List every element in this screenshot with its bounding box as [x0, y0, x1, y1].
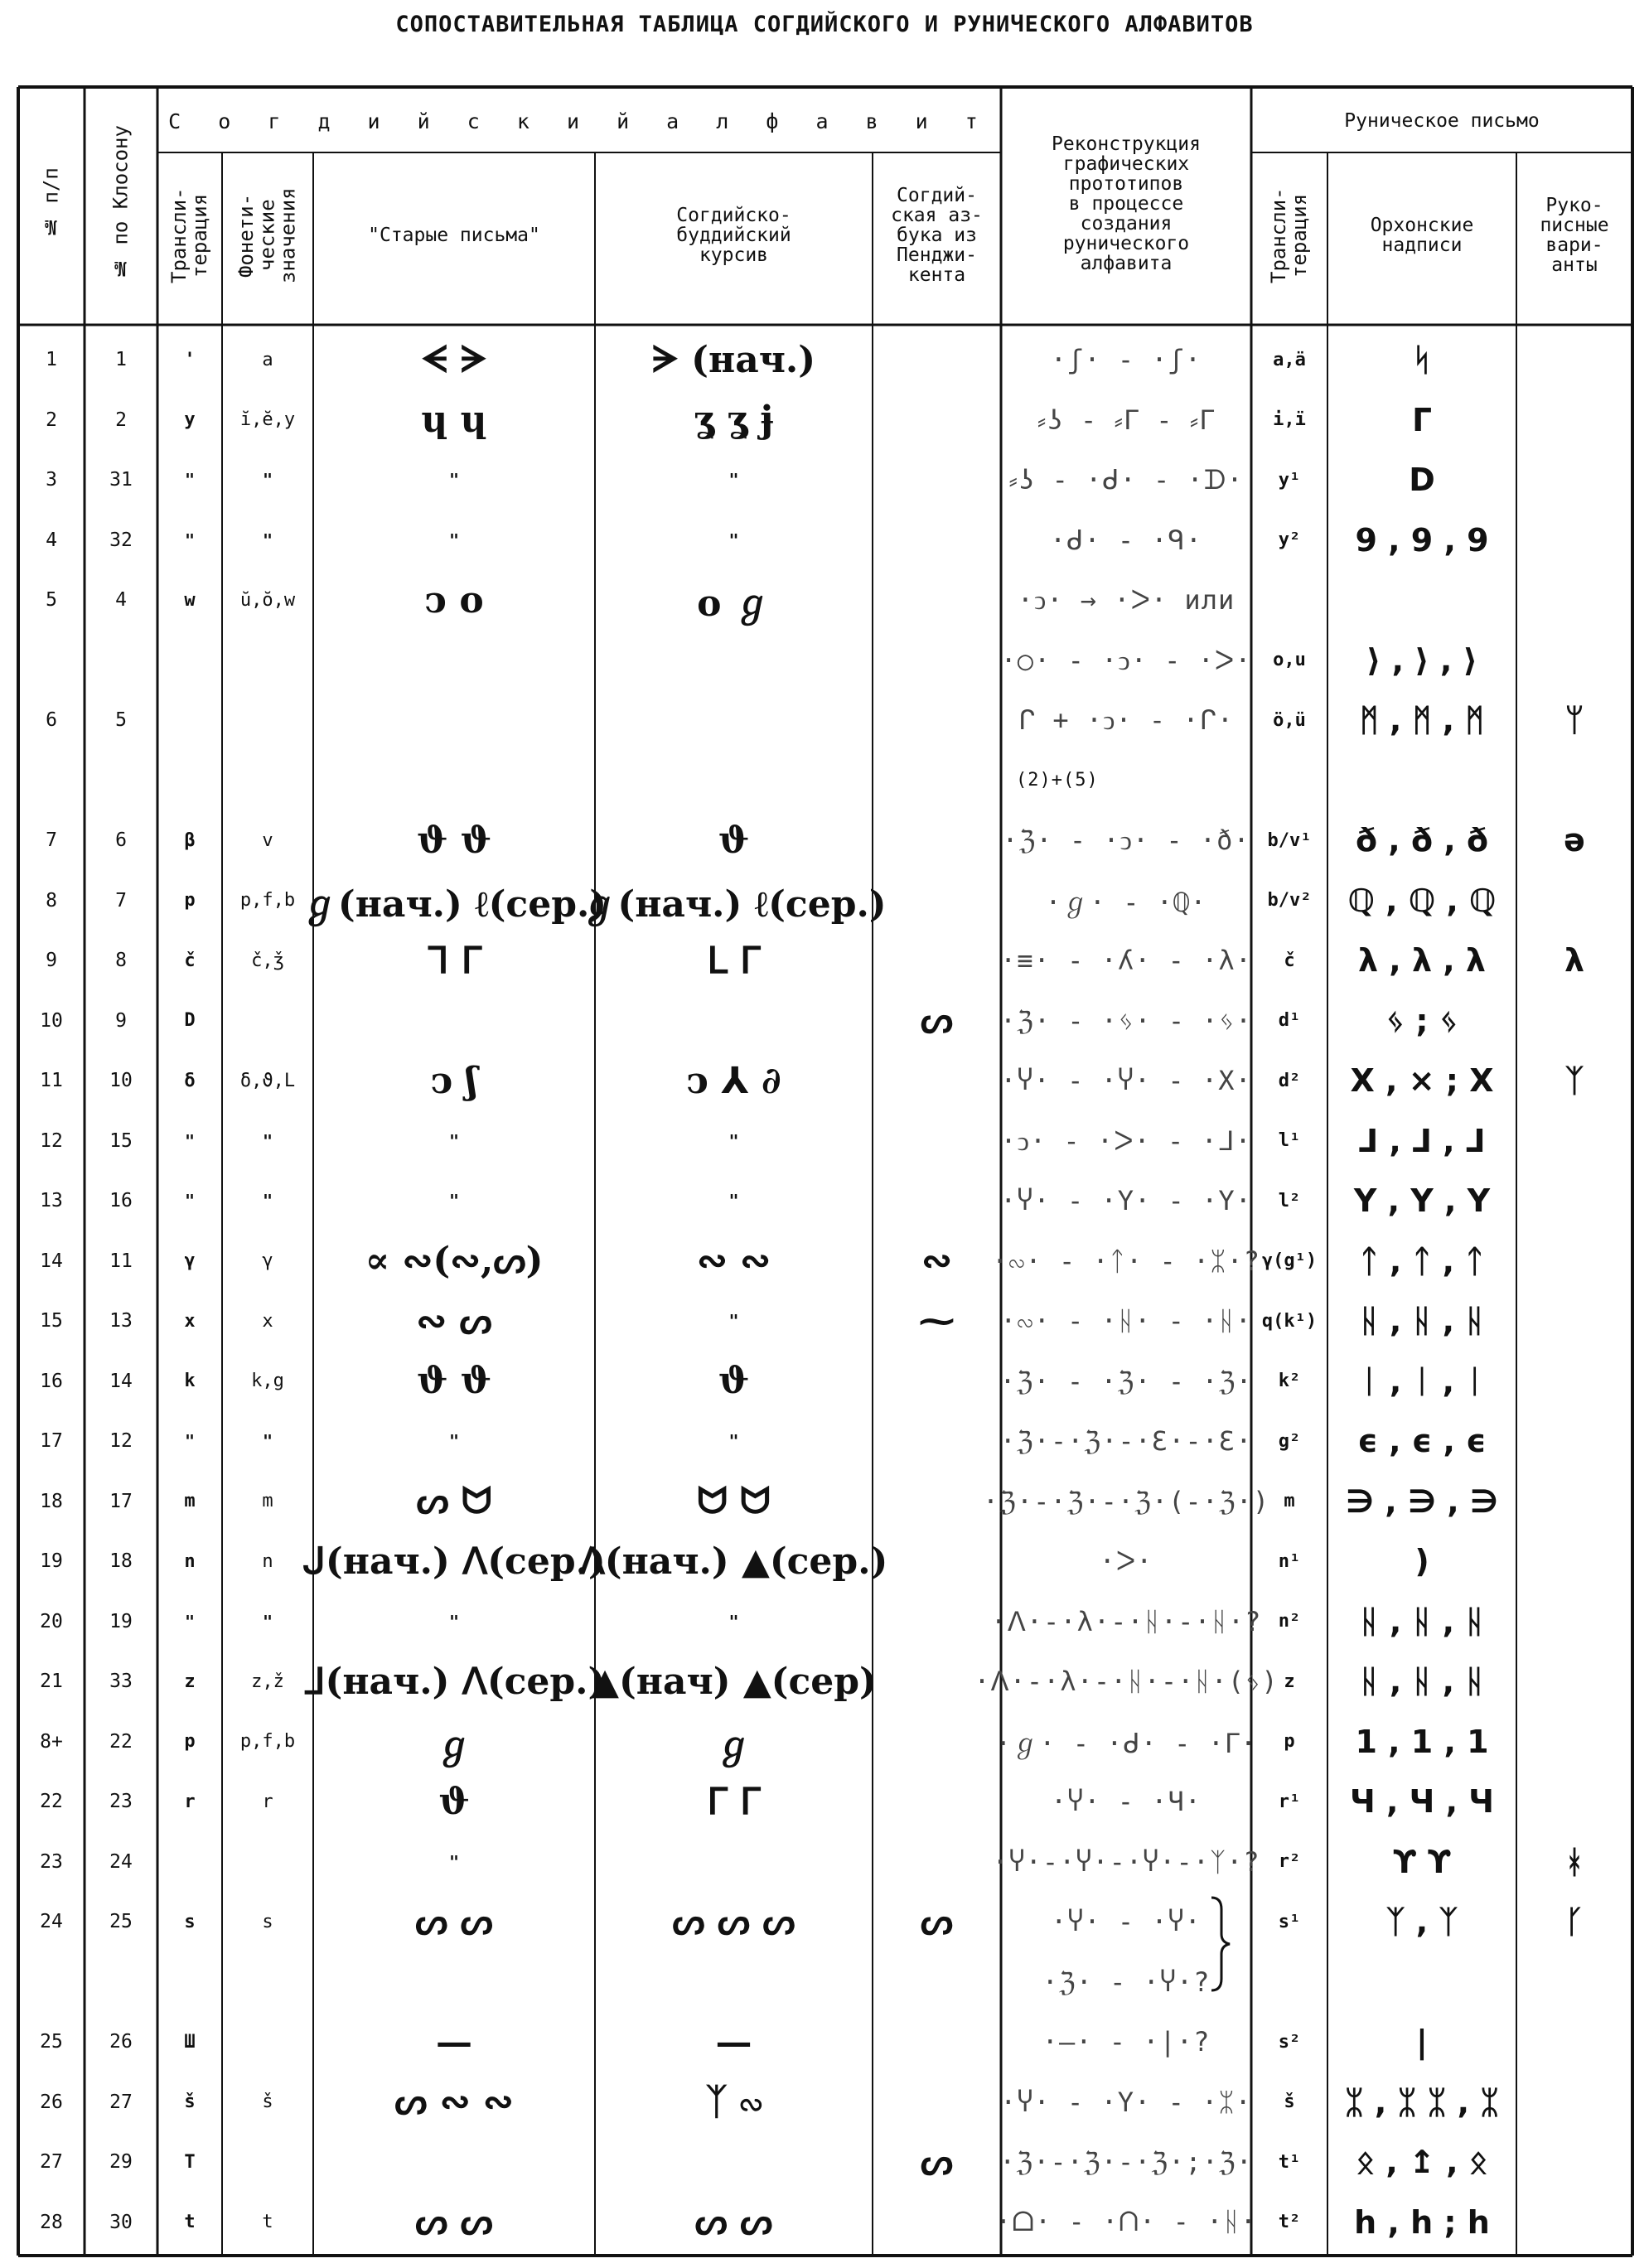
cell-buddhist: ▲(нач) ▲(сер)	[591, 1660, 877, 1703]
cell-runic-translit: l²	[1278, 1190, 1301, 1211]
cell-phonetic: p,f,b	[239, 1731, 296, 1753]
cell-runic-translit: š	[1284, 2091, 1295, 2113]
cell-reconstruction: ·ᑯ· - ·ᑫ·	[1049, 524, 1203, 556]
cell-num: 7	[46, 829, 57, 852]
cell-orkhon: 1 , 1 , 1	[1355, 1723, 1489, 1760]
cell-num: 17	[40, 1430, 63, 1453]
header-runic-translit: Трансли- терация	[1266, 187, 1311, 283]
cell-runic-translit: p	[1284, 1731, 1295, 1753]
cell-klosonu: 29	[109, 2151, 133, 2174]
cell-old-letters: "	[448, 1851, 460, 1872]
cell-runic-translit: m	[1284, 1491, 1295, 1512]
cell-num: 8+	[40, 1730, 63, 1753]
cell-orkhon: ᛏ , ᛏ , ᛏ	[1359, 1242, 1485, 1279]
cell-num: 15	[40, 1310, 63, 1332]
cell-buddhist: "	[728, 1611, 739, 1632]
cell-orkhon: X , × ; X	[1350, 1062, 1494, 1100]
cell-runic-translit: y¹	[1278, 469, 1301, 491]
cell-reconstruction: ·Ⴤ· - ·Y· - ·ᛯ·	[1000, 2086, 1252, 2118]
cell-num: 18	[40, 1490, 63, 1512]
cell-num: 4	[46, 529, 57, 551]
cell-num: 3	[46, 469, 57, 491]
cell-buddhist: —	[715, 2020, 752, 2063]
cell-old-letters: ℊ	[436, 1724, 472, 1767]
cell-phonetic: "	[262, 530, 273, 550]
cell-phonetic: r	[262, 1791, 273, 1812]
cell-phonetic: a	[262, 349, 273, 370]
cell-orkhon: ∋ , ∋ , ∋	[1346, 1482, 1498, 1520]
cell-phonetic: s	[262, 1911, 273, 1932]
cell-orkhon: λ , λ , λ	[1358, 942, 1486, 979]
cell-reconstruction: (2)+(5)	[1016, 770, 1099, 791]
cell-num: 23	[40, 1850, 63, 1873]
cell-buddhist: ᔕ ᔕ ᔕ	[672, 1900, 795, 1943]
cell-reconstruction: ·ᐳ·	[1099, 1545, 1153, 1578]
cell-runic-translit: z	[1284, 1671, 1295, 1692]
cell-orkhon: Y , Y , Y	[1353, 1182, 1491, 1220]
cell-runic-translit: o,u	[1273, 650, 1306, 671]
cell-orkhon: ᛃ ; ᛃ	[1385, 1002, 1458, 1039]
cell-num: 21	[40, 1671, 63, 1693]
cell-manuscript: ə	[1564, 822, 1585, 859]
cell-translit: m	[184, 1491, 196, 1512]
cell-klosonu: 11	[109, 1250, 133, 1272]
cell-phonetic: z,ž	[251, 1671, 284, 1692]
cell-klosonu: 2	[115, 409, 127, 431]
cell-num: 16	[40, 1370, 63, 1392]
cell-phonetic: γ	[262, 1250, 273, 1272]
cell-runic-translit: k²	[1278, 1371, 1301, 1392]
cell-orkhon: ᛉ , ᛉ	[1385, 1903, 1458, 1941]
cell-klosonu: 15	[109, 1129, 133, 1152]
header-klosonu: № по Клосону	[109, 125, 133, 281]
header-orkhon: Орхонские надписи	[1370, 214, 1474, 256]
cell-orkhon: Ч , Ч , Ч	[1350, 1783, 1494, 1821]
cell-old-letters: "	[448, 1431, 460, 1452]
header-num: № п/п	[39, 167, 63, 239]
cell-orkhon: )	[1414, 1543, 1429, 1580]
cell-orkhon: ϵ , ϵ , ϵ	[1357, 1423, 1487, 1460]
header-reconstruction: Реконструкция графических прототипов в процессе создания рунического алфавита	[1051, 133, 1201, 275]
cell-orkhon: ᚺ , ᚺ , ᚺ	[1359, 1603, 1485, 1640]
cell-translit: k	[184, 1371, 196, 1392]
cell-num: 9	[46, 950, 57, 972]
cell-translit: r	[184, 1791, 196, 1812]
cell-runic-translit: i,ï	[1273, 409, 1306, 431]
cell-buddhist: "	[728, 470, 739, 491]
cell-buddhist: "	[728, 1431, 739, 1452]
cell-runic-translit: a,ä	[1273, 349, 1306, 370]
header-phonetic: Фонети- ческие значения	[235, 187, 300, 283]
cell-translit: δ	[184, 1070, 196, 1091]
cell-penjikent: ∾	[921, 1240, 952, 1283]
cell-runic-translit: l¹	[1278, 1130, 1301, 1152]
cell-phonetic: "	[262, 1191, 273, 1211]
cell-translit: č	[184, 950, 196, 971]
cell-klosonu: 5	[115, 709, 127, 732]
cell-runic-translit: t¹	[1278, 2151, 1301, 2173]
cell-translit: D	[184, 1010, 196, 1032]
cell-translit: "	[184, 530, 196, 550]
cell-reconstruction: ·Ⴤ· - ·Ⴤ·	[1051, 1906, 1202, 1938]
cell-reconstruction: ·ᗝ· - ·ᑎ· - ·ᚺ·	[995, 2206, 1257, 2238]
cell-num: 6	[46, 709, 57, 732]
cell-num: 26	[40, 2091, 63, 2113]
cell-phonetic: v	[262, 829, 273, 851]
cell-reconstruction: ·ᐱ·-·λ·-·ᚺ·-·ᚺ·?	[990, 1605, 1262, 1637]
cell-translit: z	[184, 1671, 196, 1692]
cell-translit: T	[184, 2151, 196, 2173]
cell-old-letters: ϑ ϑ	[417, 1360, 491, 1403]
cell-runic-translit: d¹	[1278, 1010, 1301, 1032]
cell-phonetic: m	[262, 1491, 273, 1512]
cell-num: 20	[40, 1610, 63, 1632]
cell-klosonu: 18	[109, 1550, 133, 1573]
cell-klosonu: 16	[109, 1190, 133, 1212]
cell-orkhon: ᒥ	[1412, 401, 1432, 438]
cell-orkhon: h , h ; h	[1354, 2203, 1490, 2241]
cell-translit: s	[184, 1911, 196, 1932]
cell-klosonu: 10	[109, 1070, 133, 1092]
header-runic-script: Руническое письмо	[1344, 109, 1540, 132]
cell-old-letters: ᔕ ᔕ	[415, 1900, 493, 1943]
cell-reconstruction: ·○· - ·ↄ· - ·ᐳ·	[1000, 644, 1252, 676]
cell-runic-translit: d²	[1278, 1070, 1301, 1091]
cell-reconstruction: ·∾· - ·ᚺ· - ·ᚺ·	[1000, 1305, 1252, 1337]
cell-num: 24	[40, 1911, 63, 1933]
cell-runic-translit: ö,ü	[1273, 709, 1306, 731]
cell-translit: "	[184, 1191, 196, 1211]
cell-reconstruction: ·ↄ· - ·ᐳ· - ·ᒧ·	[1000, 1124, 1252, 1157]
cell-runic-translit: r¹	[1278, 1791, 1301, 1812]
cell-translit: y	[184, 409, 196, 431]
cell-klosonu: 9	[115, 1009, 127, 1032]
cell-buddhist: ᔕ ᔕ	[694, 2201, 773, 2244]
cell-orkhon: ᛗ , ᛗ , ᛗ	[1359, 702, 1485, 739]
cell-translit: t	[184, 2212, 196, 2233]
cell-phonetic: "	[262, 1431, 273, 1452]
cell-old-letters: ↄ o	[424, 578, 484, 621]
cell-buddhist: ᒪ ᒥ	[707, 939, 761, 982]
cell-phonetic: t	[262, 2212, 273, 2233]
cell-translit: '	[184, 349, 196, 370]
cell-klosonu: 23	[109, 1791, 133, 1813]
cell-runic-translit: q(k¹)	[1261, 1310, 1318, 1332]
cell-num: 8	[46, 889, 57, 912]
cell-klosonu: 7	[115, 889, 127, 912]
cell-num: 13	[40, 1190, 63, 1212]
cell-old-letters: "	[448, 1191, 460, 1211]
cell-old-letters: ∾ ᔕ	[416, 1299, 492, 1342]
cell-phonetic: p,f,b	[239, 890, 296, 912]
cell-buddhist: "	[728, 1311, 739, 1332]
cell-klosonu: 8	[115, 950, 127, 972]
cell-phonetic: x	[262, 1310, 273, 1332]
cell-old-letters: ϑ ϑ	[417, 819, 491, 862]
cell-buddhist: "	[728, 1191, 739, 1211]
cell-orkhon: |	[1416, 2024, 1428, 2061]
cell-reconstruction: ·Ⴤ· - ·Ч·	[1050, 1786, 1202, 1818]
cell-orkhon: ϒ ϒ	[1393, 1843, 1451, 1880]
cell-phonetic: č,ǯ	[251, 950, 284, 971]
cell-buddhist: ϑ	[718, 819, 750, 862]
cell-klosonu: 13	[109, 1310, 133, 1332]
cell-klosonu: 33	[109, 1671, 133, 1693]
cell-orkhon: ℚ , ℚ , ℚ	[1347, 882, 1497, 919]
cell-penjikent: ᔕ	[920, 2140, 954, 2183]
cell-old-letters: ϑ	[438, 1780, 470, 1823]
cell-klosonu: 4	[115, 589, 127, 612]
cell-penjikent: ᔕ	[920, 1900, 954, 1943]
cell-old-letters: ᗕ ᗒ	[421, 338, 487, 381]
cell-translit: "	[184, 1130, 196, 1151]
cell-reconstruction: ·ℨ· - ·ↄ· - ·ð·	[1002, 825, 1250, 857]
cell-reconstruction: ·ↄ· → ·ᐳ· или	[1017, 584, 1236, 617]
header-translit: Трансли- терация	[167, 187, 211, 283]
cell-reconstruction: ·ʃ· - ·ʃ·	[1050, 344, 1202, 376]
cell-old-letters: ᔕ ∾ ∾	[394, 2081, 514, 2124]
cell-buddhist: ᒥ ᒥ	[707, 1780, 761, 1823]
cell-num: 10	[40, 1009, 63, 1032]
cell-num: 19	[40, 1550, 63, 1573]
cell-buddhist: ϑ	[718, 1360, 750, 1403]
cell-runic-translit: y²	[1278, 530, 1301, 551]
cell-num: 12	[40, 1129, 63, 1152]
table-title: СОПОСТАВИТЕЛЬНАЯ ТАБЛИЦА СОГДИЙСКОГО И РУНИЧЕСКОГО АЛФАВИТОВ	[395, 12, 1254, 37]
cell-runic-translit: g²	[1278, 1430, 1301, 1452]
cell-klosonu: 12	[109, 1430, 133, 1453]
cell-klosonu: 26	[109, 2031, 133, 2053]
cell-reconstruction: ·ℨ·-·ℨ·-·ℨ·(-·ℨ·)	[982, 1485, 1270, 1517]
cell-reconstruction: ·Ⴤ· - ·Ⴤ· - ·X·	[1000, 1065, 1252, 1097]
cell-penjikent: ⁓	[918, 1299, 955, 1342]
cell-old-letters: ∝ ∾(∾,ᔕ)	[365, 1240, 544, 1283]
cell-old-letters: "	[448, 470, 460, 491]
cell-runic-translit: γ(g¹)	[1261, 1250, 1318, 1272]
cell-klosonu: 32	[109, 529, 133, 551]
cell-orkhon: ᚺ , ᚺ , ᚺ	[1359, 1303, 1485, 1340]
cell-buddhist: ↄ ⅄ ∂	[686, 1059, 781, 1102]
cell-buddhist: ℊ(нач.) ℓ(сер.)	[581, 883, 887, 926]
cell-buddhist: ᛉ ∾	[705, 2081, 762, 2124]
cell-manuscript: ᛘ	[1564, 702, 1584, 739]
cell-reconstruction: ·ℊ· - ·ℚ·	[1045, 886, 1207, 918]
cell-num: 11	[40, 1070, 63, 1092]
cell-translit: š	[184, 2091, 196, 2113]
cell-num: 5	[46, 589, 57, 612]
header-manuscript: Руко- писные вари- анты	[1540, 194, 1609, 277]
cell-buddhist: ᗒ (нач.)	[651, 338, 816, 381]
cell-manuscript: λ	[1564, 942, 1585, 979]
cell-translit: "	[184, 1431, 196, 1452]
cell-klosonu: 25	[109, 1911, 133, 1933]
cell-klosonu: 30	[109, 2211, 133, 2233]
cell-penjikent: ᔕ	[920, 999, 954, 1042]
cell-reconstruction: ·≡· - ·ʎ· - ·λ·	[1000, 945, 1252, 977]
cell-num: 1	[46, 349, 57, 371]
cell-orkhon: 9 , 9 , 9	[1355, 521, 1489, 559]
cell-orkhon: D	[1409, 462, 1435, 499]
cell-buddhist: ʓ ʓ ɉ	[693, 399, 775, 442]
cell-runic-translit: s¹	[1278, 1911, 1301, 1932]
cell-reconstruction: ·ℨ·-·ℨ·-·Ɛ·-·Ɛ·	[999, 1425, 1253, 1458]
cell-klosonu: 22	[109, 1730, 133, 1753]
cell-orkhon: ᒧ , ᒧ , ᒧ	[1358, 1122, 1486, 1159]
cell-old-letters: ɥ ɥ	[421, 399, 487, 442]
cell-buddhist: "	[728, 1130, 739, 1151]
cell-runic-translit: b/v²	[1267, 890, 1312, 912]
cell-phonetic: š	[262, 2091, 273, 2113]
cell-translit: γ	[184, 1250, 196, 1272]
cell-old-letters: —	[436, 2020, 472, 2063]
cell-buddhist: ᗢ ᗢ	[697, 1480, 771, 1523]
cell-reconstruction: ·Ⴤ·-·Ⴤ·-·Ⴤ·-·ᛉ·?	[992, 1845, 1260, 1878]
cell-phonetic: "	[262, 470, 273, 491]
cell-num: 27	[40, 2151, 63, 2174]
cell-manuscript: ᛉ	[1564, 1062, 1584, 1100]
cell-translit: w	[184, 589, 196, 611]
cell-orkhon: ð , ð , ð	[1355, 822, 1489, 859]
cell-orkhon: ᛯ , ᛯ ᛯ , ᛯ	[1344, 2083, 1500, 2121]
cell-klosonu: 24	[109, 1850, 133, 1873]
cell-klosonu: 14	[109, 1370, 133, 1392]
cell-buddhist: ∾ ∾	[696, 1240, 771, 1283]
cell-klosonu: 19	[109, 1610, 133, 1632]
cell-orkhon: ᚺ , ᚺ , ᚺ	[1359, 1663, 1485, 1700]
cell-reconstruction: ⸗ʖ - ⸗ᒥ - ⸗ᒥ	[1037, 404, 1216, 436]
cell-manuscript: ᚼ	[1564, 1843, 1584, 1880]
cell-orkhon: ⟩ , ⟩ , ⟩	[1366, 641, 1477, 679]
cell-reconstruction: ᒋ + ·ↄ· - ·ᒋ·	[1018, 704, 1235, 737]
cell-reconstruction: ·Ⴤ· - ·Y· - ·Y·	[1000, 1185, 1252, 1217]
cell-buddhist: ᐱ(нач.) ▲(сер.)	[579, 1540, 888, 1583]
cell-klosonu: 17	[109, 1490, 133, 1512]
header-sogdian-alphabet: С о г д и й с к и й а л ф а в и т	[168, 109, 990, 133]
cell-old-letters: ᒣ ᒥ	[426, 939, 482, 982]
cell-translit: p	[184, 1731, 196, 1753]
header-old-letters: "Старые письма"	[368, 224, 540, 246]
cell-translit: "	[184, 1611, 196, 1632]
cell-manuscript: ᚴ	[1564, 1903, 1584, 1941]
cell-translit: "	[184, 470, 196, 491]
cell-translit: β	[184, 829, 196, 851]
cell-runic-translit: b/v¹	[1267, 829, 1312, 851]
cell-orkhon: ᛟ , ↥ , ᛟ	[1356, 2144, 1488, 2181]
cell-translit: x	[184, 1310, 196, 1332]
cell-old-letters: "	[448, 1611, 460, 1632]
cell-reconstruction: ·—· - ·|·?	[1042, 2026, 1211, 2058]
cell-num: 22	[40, 1791, 63, 1813]
cell-phonetic: ŭ,ŏ,w	[239, 589, 296, 611]
cell-phonetic: "	[262, 1130, 273, 1151]
cell-buddhist: "	[728, 530, 739, 550]
cell-klosonu: 27	[109, 2091, 133, 2113]
cell-klosonu: 1	[115, 349, 127, 371]
cell-translit: p	[184, 890, 196, 912]
cell-runic-translit: č	[1284, 950, 1295, 971]
cell-old-letters: ᔕ ᗢ	[416, 1480, 492, 1523]
cell-old-letters: ᒍ(нач.) ᐱ(сер.)	[302, 1540, 606, 1583]
cell-reconstruction: ·ᐱ·-·λ·-·ᚺ·-·ᚺ·(ᛃ)	[974, 1666, 1279, 1698]
cell-old-letters: "	[448, 1130, 460, 1151]
cell-reconstruction: ·ℨ· - ·Ⴤ·?	[1042, 1966, 1211, 1998]
cell-phonetic: "	[262, 1611, 273, 1632]
cell-num: 25	[40, 2031, 63, 2053]
cell-old-letters: ↄ ʃ	[430, 1059, 478, 1102]
cell-runic-translit: t²	[1278, 2212, 1301, 2233]
cell-num: 28	[40, 2211, 63, 2233]
cell-old-letters: "	[448, 530, 460, 550]
cell-runic-translit: r²	[1278, 1851, 1301, 1873]
cell-reconstruction: ·ℨ·-·ℨ·-·ℨ·;·ℨ·	[999, 2146, 1253, 2179]
cell-phonetic: n	[262, 1550, 273, 1572]
cell-klosonu: 31	[109, 469, 133, 491]
cell-translit: n	[184, 1550, 196, 1572]
cell-reconstruction: ·∾· - ·ᛏ· - ·ᛯ·?	[991, 1245, 1261, 1277]
cell-num: 14	[40, 1250, 63, 1272]
cell-phonetic: δ,ϑ,L	[239, 1070, 296, 1091]
cell-translit: Ш	[184, 2031, 196, 2053]
cell-klosonu: 6	[115, 829, 127, 852]
cell-reconstruction: ·ℊ· - ·ᑯ· - ·ᒥ·	[994, 1727, 1258, 1759]
cell-phonetic: k,g	[251, 1371, 284, 1392]
cell-buddhist: ℊ	[715, 1724, 752, 1767]
cell-orkhon: ᛁ , ᛁ , ᛁ	[1359, 1362, 1485, 1400]
cell-phonetic: ĭ,ĕ,y	[239, 409, 296, 431]
header-penjikent: Согдий- ская аз- бука из Пенджи- кента	[891, 184, 983, 287]
cell-reconstruction: ·ℨ· - ·ᛃ· - ·ᛃ·	[999, 1004, 1253, 1037]
cell-reconstruction: ⸗ʖ - ·ᑯ· - ·ᗪ·	[1008, 463, 1244, 496]
cell-orkhon: ᛋ	[1412, 341, 1432, 379]
cell-runic-translit: n²	[1278, 1611, 1301, 1632]
cell-reconstruction: ·ℨ· - ·ℨ· - ·ℨ·	[999, 1365, 1253, 1397]
cell-num: 2	[46, 409, 57, 431]
cell-old-letters: ᒧ(нач.) ᐱ(сер.)	[302, 1660, 606, 1703]
cell-buddhist: o ℊ	[697, 583, 771, 626]
cell-runic-translit: s²	[1278, 2031, 1301, 2053]
cell-old-letters: ᔕ ᔕ	[415, 2201, 493, 2244]
header-buddhist-cursive: Согдийско- буддийский курсив	[676, 204, 791, 267]
cell-runic-translit: n¹	[1278, 1550, 1301, 1572]
cell-old-letters: ℊ(нач.) ℓ(сер.)	[301, 883, 607, 926]
